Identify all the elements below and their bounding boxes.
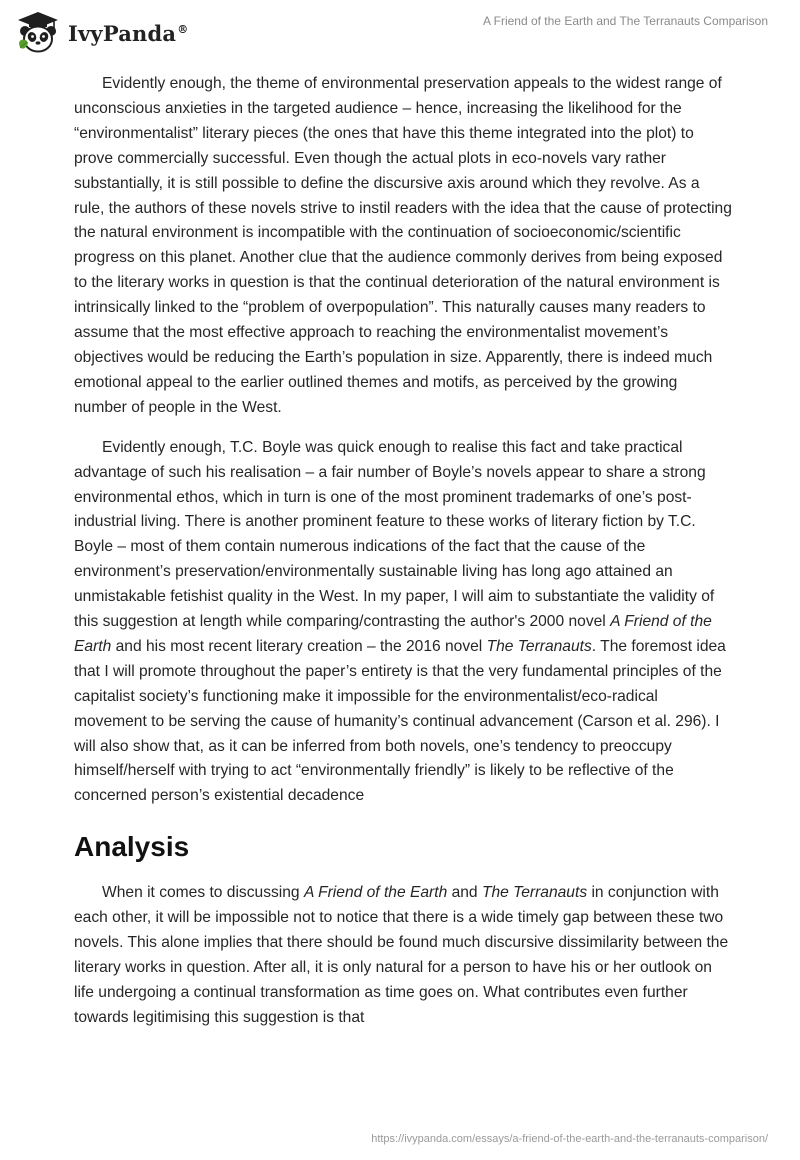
brand-name-text: IvyPanda (68, 20, 177, 46)
essay-body (74, 72, 734, 1031)
source-url[interactable]: https://ivypanda.com/essays/a-friend-of-the-earth-and-the-terranauts-comparison/ (371, 1133, 768, 1145)
paragraph-2-text-c: . The foremost idea that I will promote throughout the paper’s entirety is that the very fundamental principles of the capitalist society’s functioning make it impossible for the environmentalist/eco-radical movement to be serving the cause of humanity’s continual advancement (Carson et al. 296). I will also show that, as it can be inferred from both novels, one’s tendency to preoccupy himself/herself with trying to act “environmentally friendly” is likely to be reflective of the concerned person’s existential decadence (74, 637, 726, 805)
paragraph-3-text-a: When it comes to discussing (102, 884, 304, 902)
registered-mark: ® (177, 22, 189, 36)
book-title-terranauts: The Terranauts (481, 884, 588, 902)
book-title-terranauts: The Terranauts (486, 637, 592, 655)
paragraph-3-text-b: and (447, 884, 482, 902)
paragraph-1: Evidently enough, the theme of environmental preservation appeals to the widest range of unconscious anxieties in the targeted audience – hence, increasing the likelihood for the “environmentalist” literary pieces (the ones that have this theme integrated into the plot) to prove commercially successful. Even though the actual plots in eco-novels vary rather substantially, it is still possible to define the discursive axis around which they revolve. As a rule, the authors of these novels strive to instil readers with the idea that the cause of protecting the natural environment is incompatible with the continuation of socioeconomic/scientific progress on this planet. Another clue that the audience commonly derives from being exposed to the literary works in question is that the continual deterioration of the natural environment is intrinsically linked to the “problem of overpopulation”. This naturally causes many readers to assume that the most effective approach to reaching the environmentalist movement’s objectives would be reducing the Earth’s population in size. Apparently, there is indeed much emotional appeal to the earlier outlined themes and motifs, as perceived by the growing number of people in the West. (74, 75, 732, 416)
ivypanda-logo[interactable] (14, 8, 188, 58)
paragraph-3-text-c: in conjunction with each other, it will be impossible not to notice that there is a wide timely gap between these two novels. This alone implies that there should be found much discursive dissimilarity between the literary works in question. After all, it is only natural for a person to have his or her outlook on life undergoing a continual transformation as time goes on. What contributes even further towards legitimising this suggestion is that (74, 884, 729, 1026)
paragraph-2 (74, 436, 734, 810)
paragraph-3 (74, 881, 734, 1030)
book-title-friend-of-the-earth: A Friend of the Earth (74, 613, 712, 655)
paragraph-2-text-a: Evidently enough, T.C. Boyle was quick enough to realise this fact and take practical advantage of such his realisation – a fair number of Boyle’s novels appear to share a strong environmental ethos, which in turn is one of the most prominent trademarks of one’s post-industrial living. There is another prominent feature to these works of literary fiction by T.C. Boyle – most of them contain numerous indications of the fact that the cause of the environment’s preservation/environmentally sustainable living has long ago attained an unmistakable fetishist quality in the West. In my paper, I will aim to substantiate the validity of this suggestion at length while comparing/contrasting the author's 2000 novel (74, 438, 715, 631)
brand-name (68, 21, 188, 46)
book-title-friend-of-the-earth: A Friend of the Earth (303, 884, 448, 902)
paragraph-2-text-b: and his most recent literary creation – the 2016 novel (111, 637, 487, 655)
panda-graduate-icon (14, 9, 62, 57)
document-title: A Friend of the Earth and The Terranauts Comparison (482, 14, 768, 28)
page-header (0, 0, 800, 64)
section-heading-analysis: Analysis (74, 831, 190, 863)
